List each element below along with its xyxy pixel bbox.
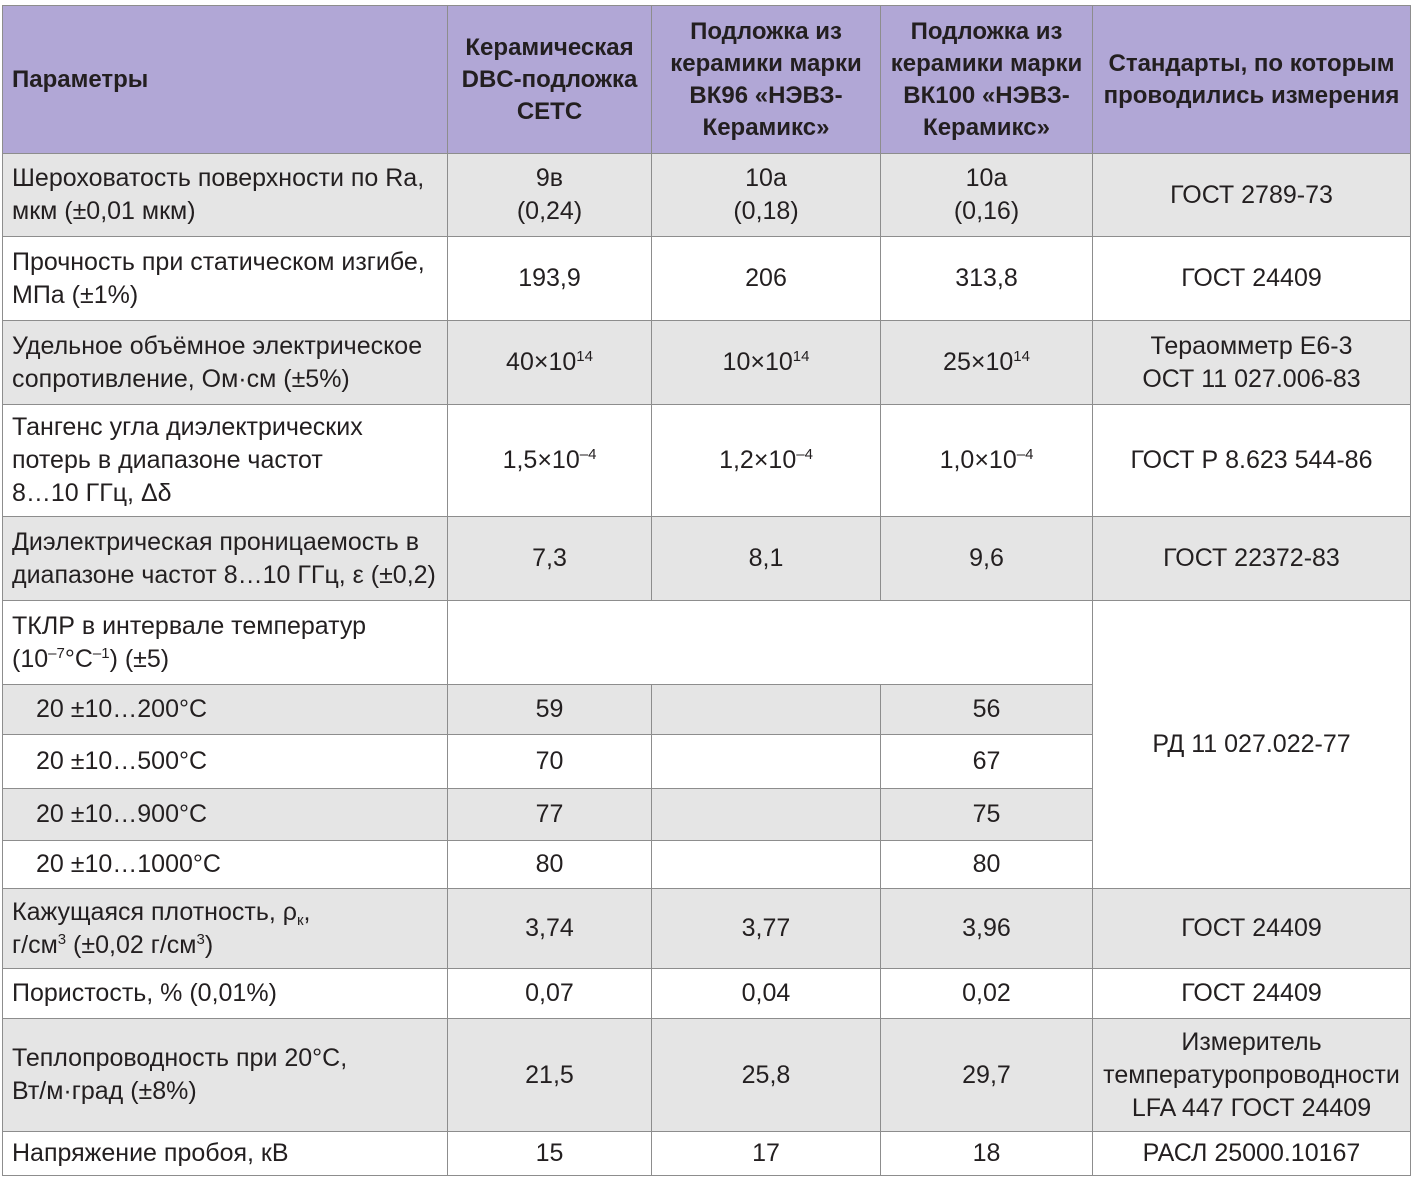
value-vk100: $1,0\times 10^{-4}$ (881, 405, 1093, 517)
header-parameters: Параметры (3, 6, 448, 154)
param-cell: Удельное объёмное электрическое сопротивление, Ом·см (±5%) (3, 321, 448, 405)
value-vk96 (652, 841, 881, 889)
standard-cell: ГОСТ 24409 (1093, 969, 1411, 1019)
properties-table (2, 5, 1411, 1176)
value-cetc: 70 (448, 735, 652, 789)
value-cetc: 15 (448, 1132, 652, 1176)
value-cetc: 21,5 (448, 1019, 652, 1132)
row-resistivity (3, 321, 1411, 405)
value-vk100: 313,8 (881, 237, 1093, 321)
tklr-empty-span (448, 601, 1093, 685)
value-cetc: 80 (448, 841, 652, 889)
value-cetc: $40\times 10^{14}$ (448, 321, 652, 405)
value-cetc: 77 (448, 789, 652, 841)
value-vk96: 8,1 (652, 517, 881, 601)
value-cetc: 7,3 (448, 517, 652, 601)
header-vk96: Подложка из керамики марки ВК96 «НЭВЗ- Керамикс» (652, 6, 881, 154)
standard-cell: ГОСТ 22372-83 (1093, 517, 1411, 601)
param-cell: 20 ±10…900°С (3, 789, 448, 841)
param-cell: ТКЛР в интервале температур $(10^{-7}^\circ С^{-1})$ (±5) (3, 601, 448, 685)
value-vk96: 0,04 (652, 969, 881, 1019)
param-cell: Теплопроводность при 20°С, Вт/м·град (±8%) (3, 1019, 448, 1132)
param-cell: 20 ±10…1000°С (3, 841, 448, 889)
value-vk100: 3,96 (881, 889, 1093, 969)
value-cetc: 0,07 (448, 969, 652, 1019)
value-cetc: 193,9 (448, 237, 652, 321)
value-vk100: 80 (881, 841, 1093, 889)
value-cetc: 3,74 (448, 889, 652, 969)
value-cetc: 59 (448, 685, 652, 735)
value-vk96 (652, 735, 881, 789)
header-vk100: Подложка из керамики марки ВК100 «НЭВЗ- Керамикс» (881, 6, 1093, 154)
value-vk96: $10\times 10^{14}$ (652, 321, 881, 405)
row-tangent (3, 405, 1411, 517)
value-cetc: 9в (0,24) (448, 154, 652, 237)
value-vk100: 56 (881, 685, 1093, 735)
value-vk100: 9,6 (881, 517, 1093, 601)
value-vk96: 206 (652, 237, 881, 321)
param-cell: 20 ±10…500°С (3, 735, 448, 789)
standard-cell: Тераомметр Е6-3 ОСТ 11 027.006-83 (1093, 321, 1411, 405)
header-row (3, 6, 1411, 154)
row-conductivity (3, 1019, 1411, 1132)
value-vk100: 18 (881, 1132, 1093, 1176)
row-permittivity (3, 517, 1411, 601)
value-cetc: $1,5\times 10^{-4}$ (448, 405, 652, 517)
row-roughness (3, 154, 1411, 237)
param-cell: Шероховатость поверхности по Ra, мкм (±0,01 мкм) (3, 154, 448, 237)
param-cell: Пористость, % (0,01%) (3, 969, 448, 1019)
value-vk96 (652, 789, 881, 841)
header-standards: Стандарты, по которым проводились измерения (1093, 6, 1411, 154)
standard-cell: ГОСТ 24409 (1093, 237, 1411, 321)
value-vk96: 17 (652, 1132, 881, 1176)
row-tklr-title (3, 601, 1411, 685)
standard-cell: Измеритель температуропроводности LFA 447 ГОСТ 24409 (1093, 1019, 1411, 1132)
standard-cell: РАСЛ 25000.10167 (1093, 1132, 1411, 1176)
standard-cell: РД 11 027.022-77 (1093, 601, 1411, 889)
value-vk100: 75 (881, 789, 1093, 841)
row-porosity (3, 969, 1411, 1019)
value-vk100: 10а (0,16) (881, 154, 1093, 237)
header-cetc: Керамическая DBC-подложка CETC (448, 6, 652, 154)
standard-cell: ГОСТ 24409 (1093, 889, 1411, 969)
standard-cell: ГОСТ 2789-73 (1093, 154, 1411, 237)
row-strength (3, 237, 1411, 321)
param-cell: Диэлектрическая проницаемость в диапазоне частот 8…10 ГГц, ε (±0,2) (3, 517, 448, 601)
value-vk96: $1,2\times 10^{-4}$ (652, 405, 881, 517)
param-cell: Прочность при статическом изгибе, МПа (±1%) (3, 237, 448, 321)
value-vk100: $25\times 10^{14}$ (881, 321, 1093, 405)
standard-cell: ГОСТ Р 8.623 544-86 (1093, 405, 1411, 517)
param-cell: 20 ±10…200°С (3, 685, 448, 735)
value-vk100: 0,02 (881, 969, 1093, 1019)
value-vk100: 67 (881, 735, 1093, 789)
value-vk96: 10а (0,18) (652, 154, 881, 237)
value-vk96: 25,8 (652, 1019, 881, 1132)
value-vk96: 3,77 (652, 889, 881, 969)
param-cell: Напряжение пробоя, кВ (3, 1132, 448, 1176)
param-cell: Тангенс угла диэлектрических потерь в диапазоне частот 8…10 ГГц, Δδ (3, 405, 448, 517)
param-cell: Кажущаяся плотность, $\rho_к$, $г/см^3$ (±0,02 $г/см^3$) (3, 889, 448, 969)
value-vk96 (652, 685, 881, 735)
row-breakdown (3, 1132, 1411, 1176)
row-density (3, 889, 1411, 969)
value-vk100: 29,7 (881, 1019, 1093, 1132)
